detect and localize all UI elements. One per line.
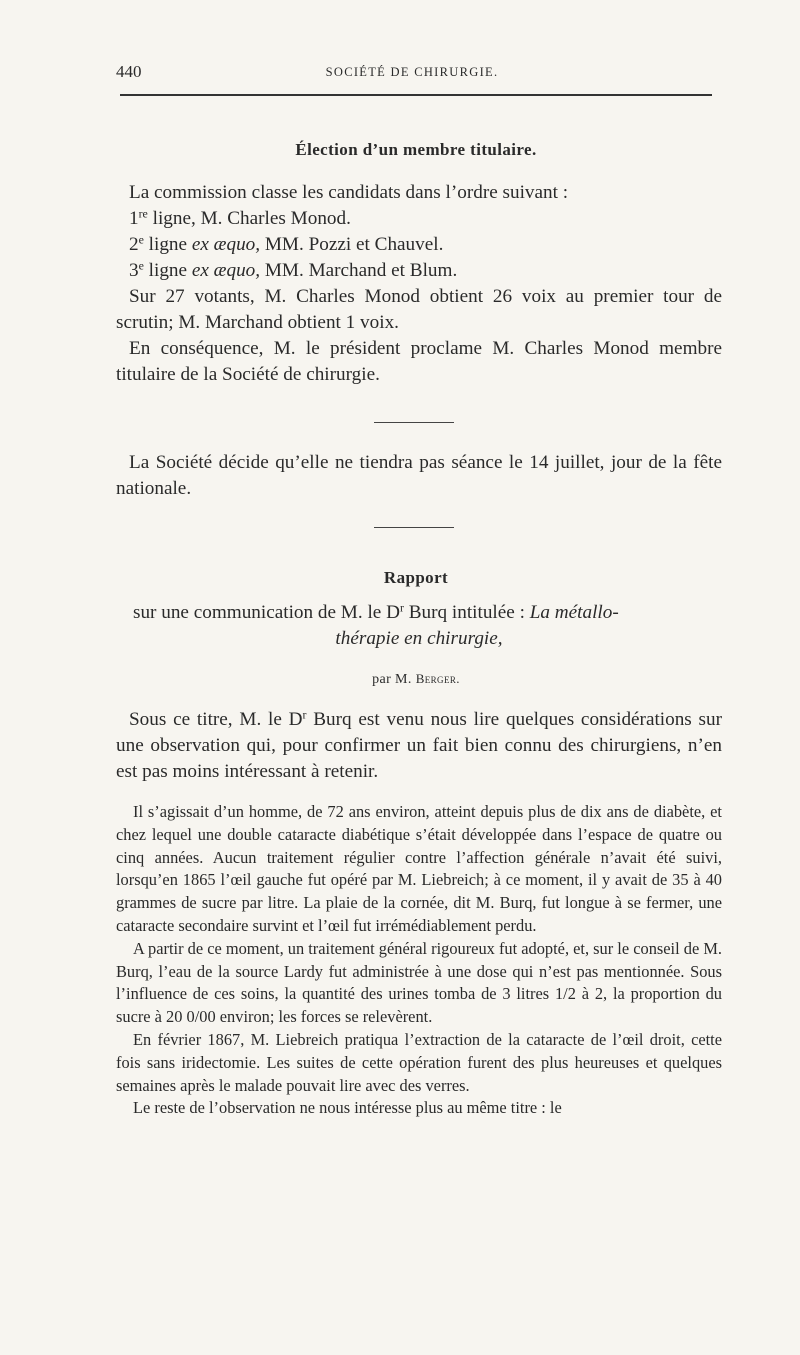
election-vote: Sur 27 votants, M. Charles Monod obtient 26 voix au premier tour de scrutin; M. Marchand obtient 1 voix. [116, 286, 722, 333]
observation-paragraph-1: Il s’agissait d’un homme, de 72 ans environ, atteint depuis plus de dix ans de diabète, et chez lequel une double cataracte diabétique s’était développée dans l’espace de quatre ou cinq années. Aucun traitement régulier contre l’affection générale n’avait été suivi, lorsqu’en 1865 l’œil gauche fut opéré par M. Liebreich; à ce moment, il y avait de 35 à 40 grammes de sucre par litre. La plaie de la cornée, dit M. Burq, fut longue à se fermer, une cataracte secondaire survint et l’œil fut irrémédiablement perdu. [116, 802, 722, 935]
rapport-subtitle-line2: thérapie en chirurgie, [335, 628, 503, 649]
election-block [116, 180, 722, 388]
separator-rule-2 [374, 527, 454, 528]
election-result: En conséquence, M. le président proclame M. Charles Monod membre titulaire de la Société de chirurgie. [116, 338, 722, 385]
election-intro: La commission classe les candidats dans l’ordre suivant : [129, 182, 569, 203]
rapport-author: par M. Berger. [372, 671, 460, 687]
rapport-intro: Sous ce titre, M. le $D^r$ Burq est venu nous lire quelques considérations sur une observation qui, pour confirmer un fait bien connu des chirurgiens, n’en est pas moins intéressant à retenir. [116, 707, 722, 782]
rapport-subtitle-line1: sur une communication de M. le $D^r$ Burq intitulée : La métallo- [133, 600, 619, 623]
rapport-intro-block [116, 707, 722, 785]
notice-text: La Société décide qu’elle ne tiendra pas séance le 14 juillet, jour de la fête nationale. [116, 452, 722, 499]
header-rule [120, 94, 712, 96]
observation-body [116, 801, 722, 1120]
page-header [113, 62, 711, 86]
notice-block [116, 450, 722, 502]
observation-paragraph-3: En février 1867, M. Liebreich pratiqua l’extraction de la cataracte de l’œil droit, cette fois sans iridectomie. Les suites de cette opération furent des plus heureuses et quelques semaines après le malade pouvait lire avec des verres. [116, 1029, 722, 1095]
observation-paragraph-2: A partir de ce moment, un traitement général rigoureux fut adopté, et, sur le conseil de M. Burq, l’eau de la source Lardy fut administrée à une dose qui n’est pas mentionnée. Sous l’influence de ces soins, la quantité des urines tomba de 3 litres 1/2 à 2, la proportion du sucre à 20 0/00 environ; les forces se relevèrent. [116, 938, 722, 1027]
separator-rule [374, 422, 454, 423]
rapport-title: Rapport [383, 568, 449, 587]
running-title: SOCIÉTÉ DE CHIRURGIE. [325, 65, 499, 79]
election-title: Élection d’un membre titulaire. [295, 140, 537, 159]
election-line-3: 3e ligne ex æquo, MM. Marchand et Blum. [129, 258, 458, 281]
election-line-2: 2e ligne ex æquo, MM. Pozzi et Chauvel. [129, 232, 444, 255]
page-number: 440 [116, 62, 142, 81]
election-line-1: 1re ligne, M. Charles Monod. [129, 206, 351, 229]
rapport-subtitle [116, 600, 722, 652]
observation-paragraph-4: Le reste de l’observation ne nous intéresse plus au même titre : le [133, 1098, 562, 1118]
